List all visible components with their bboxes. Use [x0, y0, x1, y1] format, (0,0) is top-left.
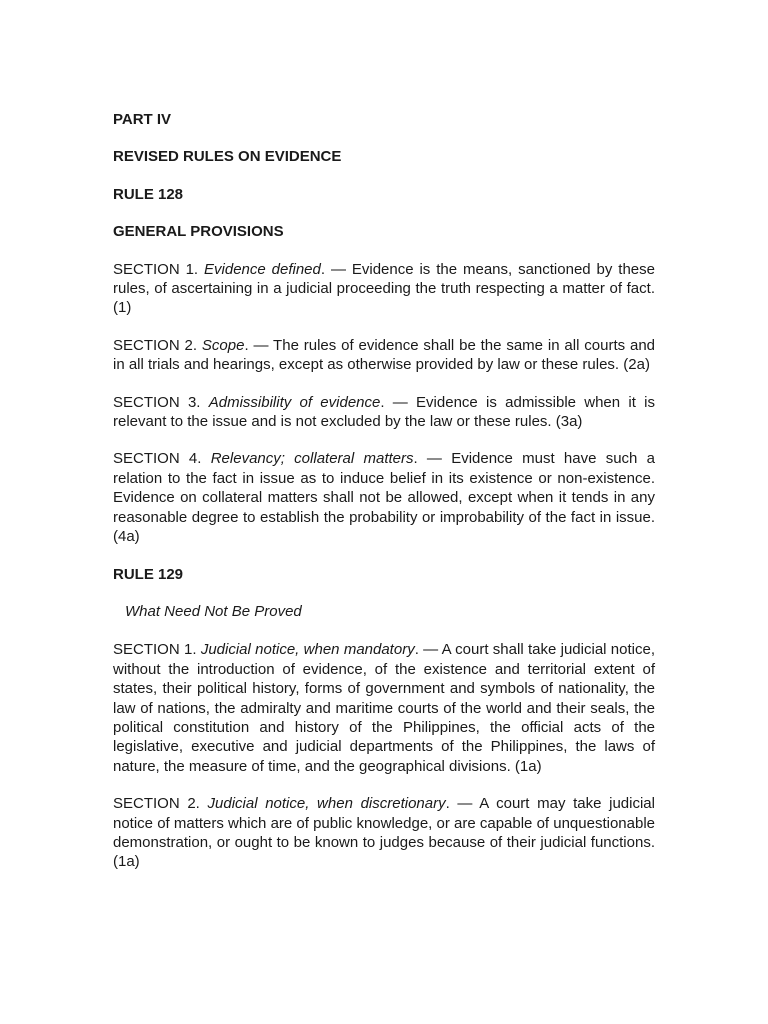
section-number: SECTION 2.	[113, 336, 202, 354]
rule-128-section-4	[113, 449, 655, 546]
part-heading: PART IV	[113, 111, 172, 128]
section-title: Judicial notice, when mandatory	[200, 641, 415, 659]
document-title: REVISED RULES ON EVIDENCE	[113, 148, 342, 166]
section-body: . — Evidence is admissible when it is relevant to the issue and is not excluded by the law or these rules. (3a)	[113, 393, 655, 431]
section-number: SECTION 3.	[113, 393, 209, 411]
section-title: Judicial notice, when discretionary	[207, 795, 446, 813]
section-title: Admissibility of evidence	[208, 393, 381, 411]
section-body: . — The rules of evidence shall be the same in all courts and in all trials and hearings, except as otherwise provided by law or these rules. (2a)	[113, 336, 655, 374]
rule-128-heading: RULE 128	[113, 185, 184, 203]
section-number: SECTION 1.	[113, 641, 201, 659]
rule-129-section-1	[113, 640, 655, 776]
rule-129-heading: RULE 129	[113, 565, 184, 583]
document-page	[113, 110, 655, 890]
general-provisions-heading: GENERAL PROVISIONS	[113, 223, 284, 241]
section-number: SECTION 4.	[113, 450, 211, 468]
rule-129-section-2	[113, 794, 655, 872]
section-number: SECTION 2.	[113, 795, 208, 813]
rule-129-subtitle: What Need Not Be Proved	[125, 602, 302, 620]
section-body: . — Evidence is the means, sanctioned by these rules, of ascertaining in a judicial proceeding the truth respecting a matter of fact. (1)	[113, 260, 655, 317]
section-body: . — Evidence must have such a relation to the fact in issue as to induce belief in its existence or non-existence. Evidence on collateral matters shall not be allowed, except when it tends in any reasonable degree to establish the probability or improbability of the fact in issue. (4a)	[113, 450, 656, 546]
section-body: . — A court may take judicial notice of matters which are of public knowledge, or are capable of unquestionable demonstration, or ought to be known to judges because of their judicial functions. (1a)	[113, 795, 655, 871]
section-number: SECTION 1.	[113, 260, 205, 278]
section-body: . — A court shall take judicial notice, without the introduction of evidence, of the existence and territorial extent of states, their political history, forms of government and symbols of nationality, the law of nations, the admiralty and maritime courts of the world and their seals, the political constitution and history of the Philippines, the official acts of the legislative, executive and judicial departments of the Philippines, the laws of nature, the measure of time, and the geographical divisions. (1a)	[113, 641, 655, 775]
rule-128-section-3	[113, 393, 655, 432]
section-title: Scope	[201, 336, 245, 354]
section-title: Evidence defined	[204, 260, 321, 278]
rule-128-section-1	[113, 260, 655, 318]
section-title: Relevancy; collateral matters	[210, 450, 414, 468]
rule-128-section-2	[113, 336, 655, 375]
